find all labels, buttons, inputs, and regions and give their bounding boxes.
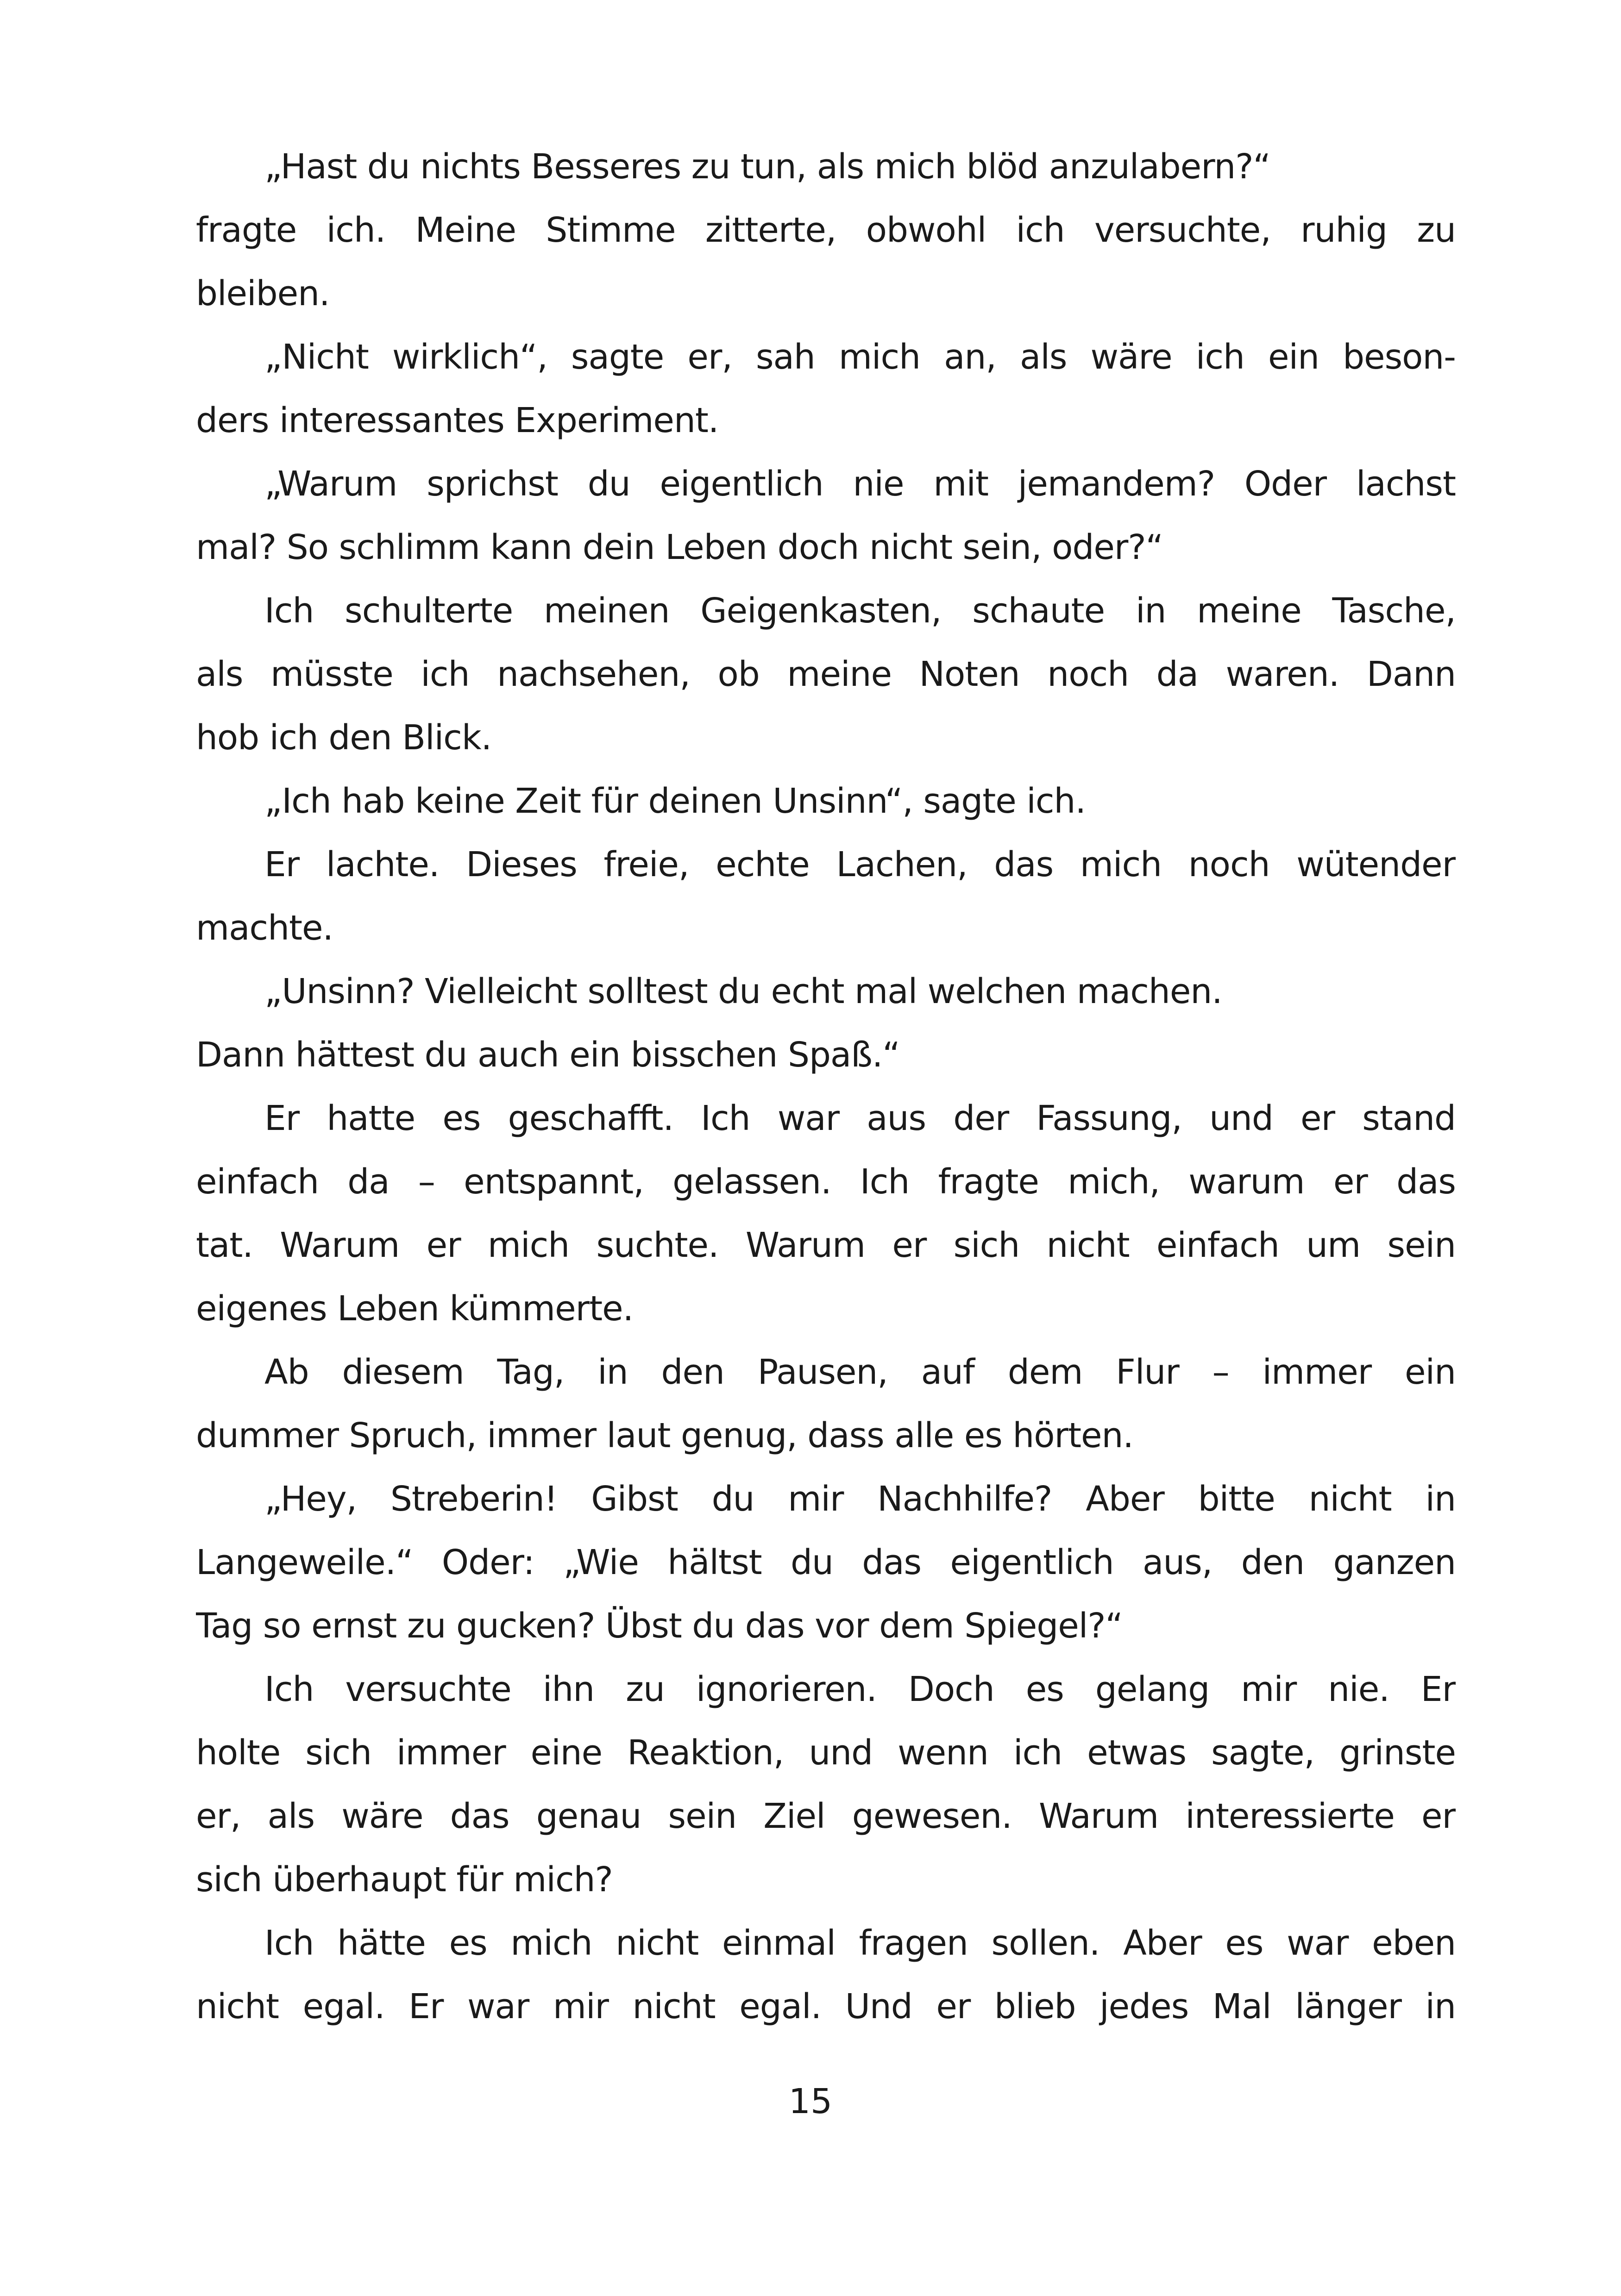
text-line: machte. <box>196 908 333 948</box>
text-line: ders interessantes Experiment. <box>196 401 719 440</box>
text-line: Tag so ernst zu gucken? Übst du das vor dem Spiegel?“ <box>196 1606 1123 1646</box>
text-line: Er lachte. Dieses freie, echte Lachen, das mich noch wütender <box>264 845 1456 885</box>
text-line: eigenes Leben kümmerte. <box>196 1289 634 1329</box>
text-line: „Warum sprichst du eigentlich nie mit jemandem? Oder lachst <box>264 464 1456 504</box>
text-line: als müsste ich nachsehen, ob meine Noten noch da waren. Dann <box>196 654 1456 694</box>
text-line: „Nicht wirklich“, sagte er, sah mich an, als wäre ich ein beson- <box>264 337 1456 377</box>
text-line: „Unsinn? Vielleicht solltest du echt mal welchen machen. <box>264 972 1222 1011</box>
text-line: Langeweile.“ Oder: „Wie hältst du das eigentlich aus, den ganzen <box>196 1543 1456 1582</box>
text-line: sich überhaupt für mich? <box>196 1860 613 1900</box>
text-line: hob ich den Blick. <box>196 718 492 758</box>
text-line: er, als wäre das genau sein Ziel gewesen. Warum interessierte er <box>196 1796 1456 1836</box>
text-line: Ich versuchte ihn zu ignorieren. Doch es gelang mir nie. Er <box>264 1669 1456 1709</box>
text-line: tat. Warum er mich suchte. Warum er sich nicht einfach um sein <box>196 1225 1456 1265</box>
text-line: Dann hättest du auch ein bisschen Spaß.“ <box>196 1035 900 1075</box>
text-line: mal? So schlimm kann dein Leben doch nicht sein, oder?“ <box>196 527 1163 567</box>
text-line: dummer Spruch, immer laut genug, dass alle es hörten. <box>196 1416 1133 1455</box>
text-line: Ich schulterte meinen Geigenkasten, schaute in meine Tasche, <box>264 591 1456 631</box>
text-line: einfach da – entspannt, gelassen. Ich fragte mich, warum er das <box>196 1162 1456 1202</box>
page-number: 15 <box>788 2082 833 2121</box>
text-line: Ich hätte es mich nicht einmal fragen sollen. Aber es war eben <box>264 1923 1456 1963</box>
text-line: nicht egal. Er war mir nicht egal. Und er blieb jedes Mal länger in <box>196 1987 1456 2026</box>
text-line: „Hast du nichts Besseres zu tun, als mich blöd anzulabern?“ <box>264 147 1270 187</box>
text-line: „Ich hab keine Zeit für deinen Unsinn“, sagte ich. <box>264 781 1086 821</box>
text-line: Er hatte es geschafft. Ich war aus der Fassung, und er stand <box>264 1098 1456 1138</box>
text-line: holte sich immer eine Reaktion, und wenn ich etwas sagte, grinste <box>196 1733 1456 1773</box>
text-line: bleiben. <box>196 274 330 314</box>
text-line: Ab diesem Tag, in den Pausen, auf dem Flur – immer ein <box>264 1352 1456 1392</box>
text-line: „Hey, Streberin! Gibst du mir Nachhilfe? Aber bitte nicht in <box>264 1479 1456 1519</box>
text-line: fragte ich. Meine Stimme zitterte, obwohl ich versuchte, ruhig zu <box>196 210 1456 250</box>
body-text <box>196 135 1456 2039</box>
